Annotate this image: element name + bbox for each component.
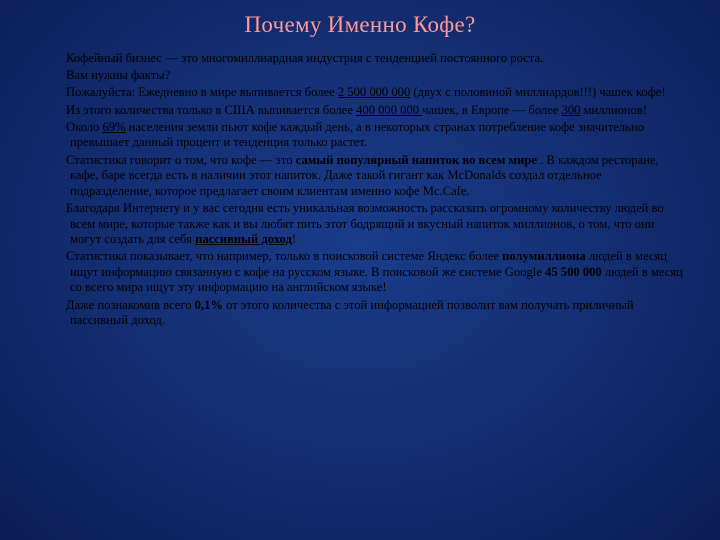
- body-paragraph: [66, 201, 686, 248]
- emphasis-text: 69%: [102, 119, 126, 134]
- paragraph-text: Статистика показывает, что например, только в поисковой системе Яндекс более: [66, 249, 503, 264]
- paragraph-text: Даже познакомив всего: [66, 297, 195, 312]
- slide-title: Почему Именно Кофе?: [244, 12, 476, 37]
- paragraph-text: Около: [66, 119, 103, 134]
- paragraph-text: Пожалуйста: Ежедневно в мире выпивается более: [66, 85, 338, 100]
- body-paragraph: [66, 249, 686, 296]
- paragraph-text: Из этого количества только в США выпивается более: [66, 102, 357, 117]
- paragraph-text: (двух с половиной миллиардов!!!) чашек кофе!: [410, 85, 666, 100]
- body-paragraph: [66, 85, 686, 101]
- body-paragraph: [66, 68, 686, 84]
- emphasis-text: самый популярный напиток во всем мире: [295, 152, 537, 167]
- paragraph-text: Статистика говорит о том, что кофе — это: [66, 152, 296, 167]
- body-paragraph: [66, 120, 686, 151]
- paragraph-text: !: [291, 232, 297, 247]
- paragraph-text: чашек, в Европе — более: [422, 102, 562, 117]
- paragraph-text: Благодаря Интернету и у вас сегодня есть уникальная возможность рассказать огромному количеству людей во всем мире, которые также как и вы любят пить этот бодрящий и вкусный напиток миллионов, о том, что они могут создать для себя: [66, 200, 664, 247]
- paragraph-text: людей в месяц со всего мира ищут эту информацию на английском языке!: [70, 264, 683, 295]
- emphasis-text: пассивный доход: [195, 232, 292, 247]
- emphasis-text: 0,1%: [194, 297, 223, 312]
- paragraph-text: миллионов!: [580, 102, 648, 117]
- paragraph-text: людей в месяц ищут информацию связанную с кофе на русском языке. В поисковой же системе Google: [70, 249, 668, 279]
- paragraph-text: . В каждом ресторане, кафе, баре всегда есть в наличии этот напиток. Даже такой гигант как McDonalds создал отдельное подразделение, которое предлагает своим клиентам именно кофе Mc.Cafe.: [70, 152, 659, 198]
- paragraph-text: Вам нужны факты?: [66, 68, 171, 83]
- paragraph-text: Кофейный бизнес — это многомиллиардная индустрия с тенденцией постоянного роста.: [66, 51, 544, 65]
- body-paragraph: [66, 298, 686, 329]
- body-paragraph: [66, 153, 686, 200]
- body-paragraph: [66, 51, 686, 67]
- emphasis-text: 2 500 000 000: [337, 85, 411, 100]
- paragraph-text: от этого количества с этой информацией позволит вам получать приличный пассивный доход.: [70, 297, 634, 328]
- paragraph-text: населения земли пьют кофе каждый день, а в некоторых странах потребление кофе значительно превышает данный процент и тенденция только растет.: [70, 119, 644, 150]
- emphasis-text: 300: [561, 102, 581, 117]
- emphasis-text: полумиллиона: [502, 249, 586, 264]
- emphasis-text: 45 500 000: [545, 264, 602, 279]
- body-paragraph: [66, 103, 686, 119]
- slide-body: [66, 51, 686, 330]
- emphasis-text: 400 000 000: [356, 102, 423, 117]
